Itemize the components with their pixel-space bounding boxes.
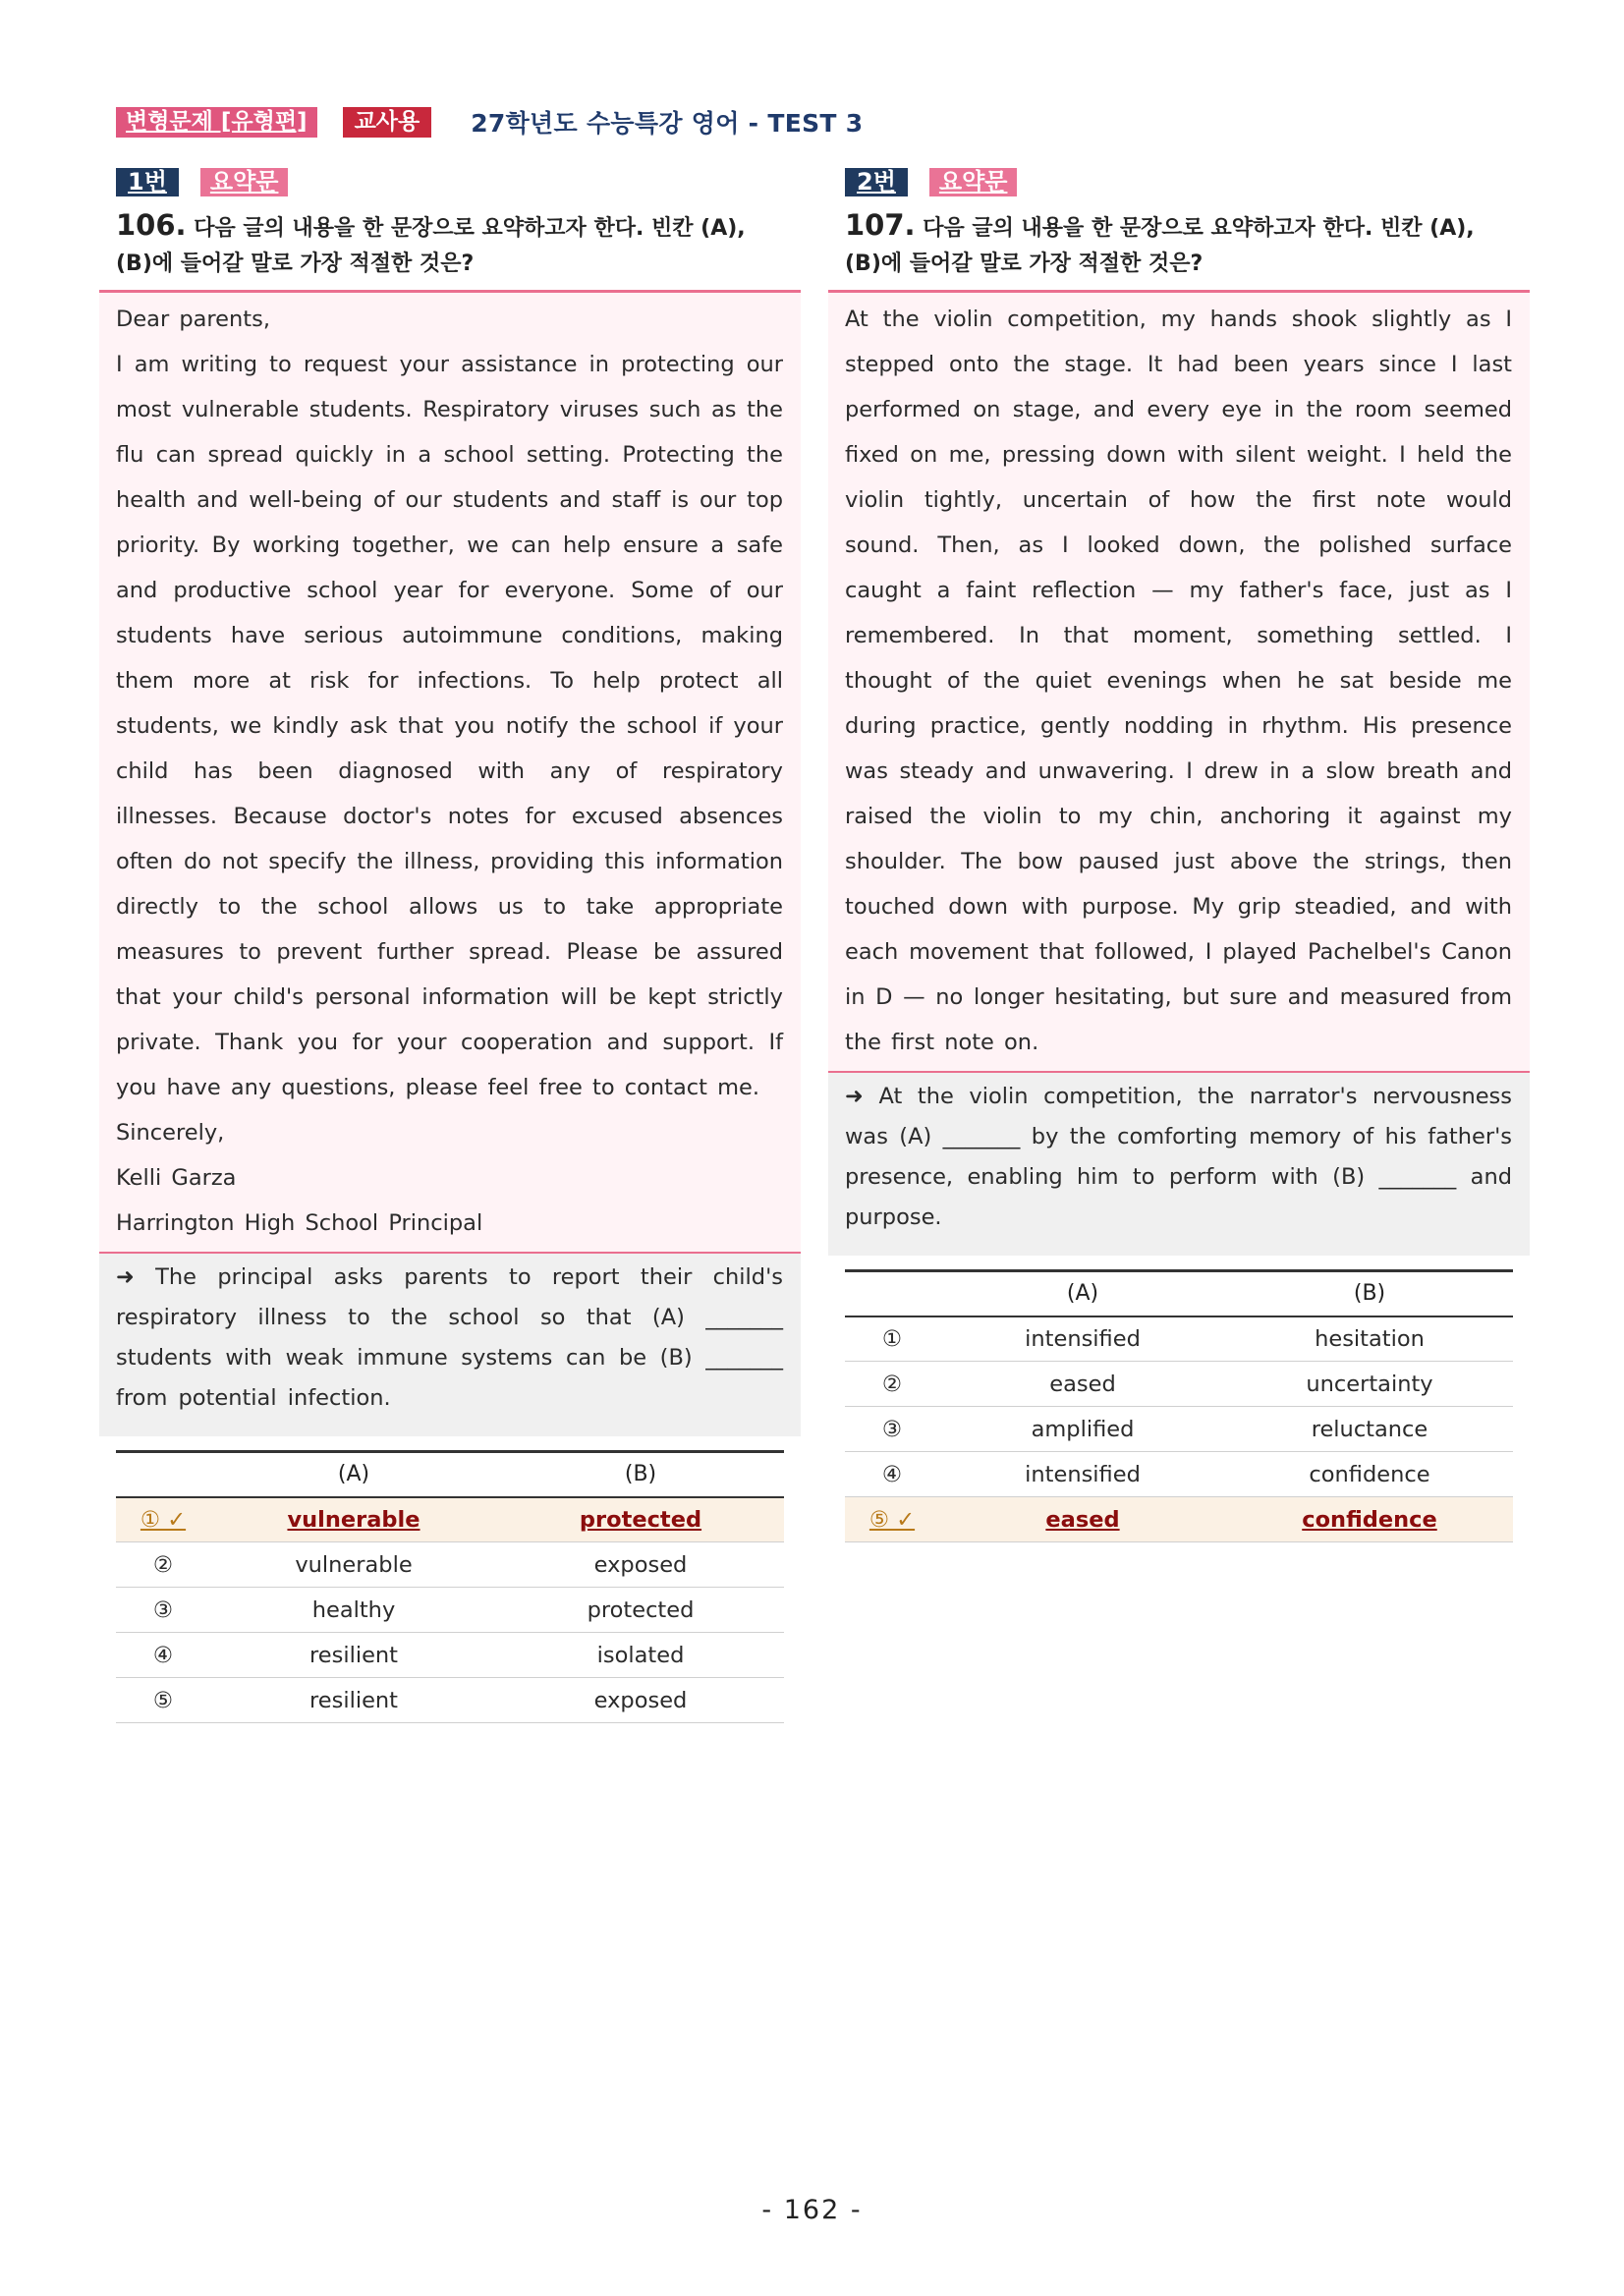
page-title: 27학년도 수능특강 영어 - TEST 3 xyxy=(471,109,864,138)
choice-b: confidence xyxy=(1226,1452,1513,1497)
answer-row xyxy=(116,1542,784,1588)
summary-box xyxy=(99,1254,801,1436)
answer-row-correct xyxy=(116,1497,784,1542)
passage-line: Dear parents, xyxy=(116,307,270,332)
choice-number: ① xyxy=(845,1316,939,1362)
answer-header-b: (B) xyxy=(497,1452,784,1497)
answer-header-row xyxy=(845,1271,1513,1316)
choice-number: ⑤ xyxy=(116,1678,210,1723)
choice-number: ④ xyxy=(116,1633,210,1678)
answer-choices-table xyxy=(845,1269,1513,1542)
answer-header-a: (A) xyxy=(210,1452,497,1497)
choice-a: resilient xyxy=(210,1633,497,1678)
page-header xyxy=(116,104,863,140)
choice-number: ④ xyxy=(845,1452,939,1497)
question-number-badge: 2번 xyxy=(845,168,908,196)
question-number-badge: 1번 xyxy=(116,168,179,196)
choice-number: ⑤ ✓ xyxy=(845,1497,939,1542)
choice-a: vulnerable xyxy=(210,1497,497,1542)
choice-number: ③ xyxy=(116,1588,210,1633)
choice-b: exposed xyxy=(497,1678,784,1723)
choice-number: ③ xyxy=(845,1407,939,1452)
variant-tag: 변형문제 [유형편] xyxy=(116,107,317,138)
choice-b: confidence xyxy=(1226,1497,1513,1542)
question-107-column xyxy=(828,167,1530,1542)
choice-number: ② xyxy=(845,1362,939,1407)
question-badges xyxy=(845,167,1530,196)
summary-sentence: ➜ The principal asks parents to report their child's respiratory illness to the school so that (A) _______ students with weak immune systems can be (B) _______ from potential infection. xyxy=(116,1264,783,1411)
choice-a: vulnerable xyxy=(210,1542,497,1588)
choice-a: amplified xyxy=(939,1407,1226,1452)
passage-line: Harrington High School Principal xyxy=(116,1210,483,1236)
page-number: - 162 - xyxy=(761,2195,863,2225)
choice-a: intensified xyxy=(939,1452,1226,1497)
choice-a: resilient xyxy=(210,1678,497,1723)
answer-row xyxy=(845,1407,1513,1452)
question-text: 다음 글의 내용을 한 문장으로 요약하고자 한다. 빈칸 (A), (B)에 들어갈 말로 가장 적절한 것은? xyxy=(116,216,746,276)
choice-b: hesitation xyxy=(1226,1316,1513,1362)
teacher-tag: 교사용 xyxy=(343,107,432,138)
answer-row-correct xyxy=(845,1497,1513,1542)
passage-body: I am writing to request your assistance in protecting our most vulnerable students. Respiratory viruses such as the flu can spread quickly in a school setting. Protecting the health and well-being of our students and staff is our top priority. By working together, we can help ensure a safe and productive school year for everyone. Some of our students have serious autoimmune conditions, making them more at risk for infections. To help protect all students, we kindly ask that you notify the school if your child has been diagnosed with any of respiratory illnesses. Because doctor's notes for excused absences often do not specify the illness, providing this information directly to the school allows us to take appropriate measures to prevent further spread. Please be assured that your child's personal information will be kept strictly private. Thank you for your cooperation and support. If you have any questions, please feel free to contact me. xyxy=(116,352,783,1100)
choice-a: healthy xyxy=(210,1588,497,1633)
passage-box xyxy=(828,290,1530,1073)
answer-row xyxy=(116,1678,784,1723)
answer-row xyxy=(116,1633,784,1678)
answer-header-num xyxy=(845,1271,939,1316)
choice-b: reluctance xyxy=(1226,1407,1513,1452)
choice-a: intensified xyxy=(939,1316,1226,1362)
choice-b: uncertainty xyxy=(1226,1362,1513,1407)
answer-row xyxy=(845,1316,1513,1362)
answer-header-b: (B) xyxy=(1226,1271,1513,1316)
passage-box xyxy=(99,290,801,1254)
choice-b: exposed xyxy=(497,1542,784,1588)
answer-row xyxy=(845,1362,1513,1407)
summary-sentence: ➜ At the violin competition, the narrator's nervousness was (A) _______ by the comforting memory of his father's presence, enabling him to perform with (B) _______ and purpose. xyxy=(845,1084,1512,1230)
passage-line: Sincerely, xyxy=(116,1120,225,1146)
choice-a: eased xyxy=(939,1362,1226,1407)
choice-number: ② xyxy=(116,1542,210,1588)
answer-choices-table xyxy=(116,1450,784,1723)
answer-row xyxy=(116,1588,784,1633)
choice-b: protected xyxy=(497,1497,784,1542)
answer-header-row xyxy=(116,1452,784,1497)
passage-line: Kelli Garza xyxy=(116,1165,237,1191)
question-prompt xyxy=(116,207,784,282)
answer-row xyxy=(845,1452,1513,1497)
choice-b: protected xyxy=(497,1588,784,1633)
answer-header-num xyxy=(116,1452,210,1497)
question-text: 다음 글의 내용을 한 문장으로 요약하고자 한다. 빈칸 (A), (B)에 들어갈 말로 가장 적절한 것은? xyxy=(845,216,1475,276)
question-type-badge: 요약문 xyxy=(929,168,1018,196)
question-type-badge: 요약문 xyxy=(200,168,289,196)
choice-number: ① ✓ xyxy=(116,1497,210,1542)
answer-header-a: (A) xyxy=(939,1271,1226,1316)
summary-box xyxy=(828,1073,1530,1256)
choice-a: eased xyxy=(939,1497,1226,1542)
question-106-column xyxy=(99,167,801,1723)
question-prompt xyxy=(845,207,1513,282)
choice-b: isolated xyxy=(497,1633,784,1678)
question-badges xyxy=(116,167,801,196)
question-number: 107. xyxy=(845,208,916,242)
question-number: 106. xyxy=(116,208,187,242)
passage-body: At the violin competition, my hands shook slightly as I stepped onto the stage. It had been years since I last performed on stage, and every eye in the room seemed fixed on me, pressing down with silent weight. I held the violin tightly, uncertain of how the first note would sound. Then, as I looked down, the polished surface caught a faint reflection — my father's face, just as I remembered. In that moment, something settled. I thought of the quiet evenings when he sat beside me during practice, gently nodding in rhythm. His presence was steady and unwavering. I drew in a slow breath and raised the violin to my chin, anchoring it against my shoulder. The bow paused just above the strings, then touched down with purpose. My grip steadied, and with each movement that followed, I played Pachelbel's Canon in D — no longer hesitating, but sure and measured from the first note on. xyxy=(845,307,1512,1055)
